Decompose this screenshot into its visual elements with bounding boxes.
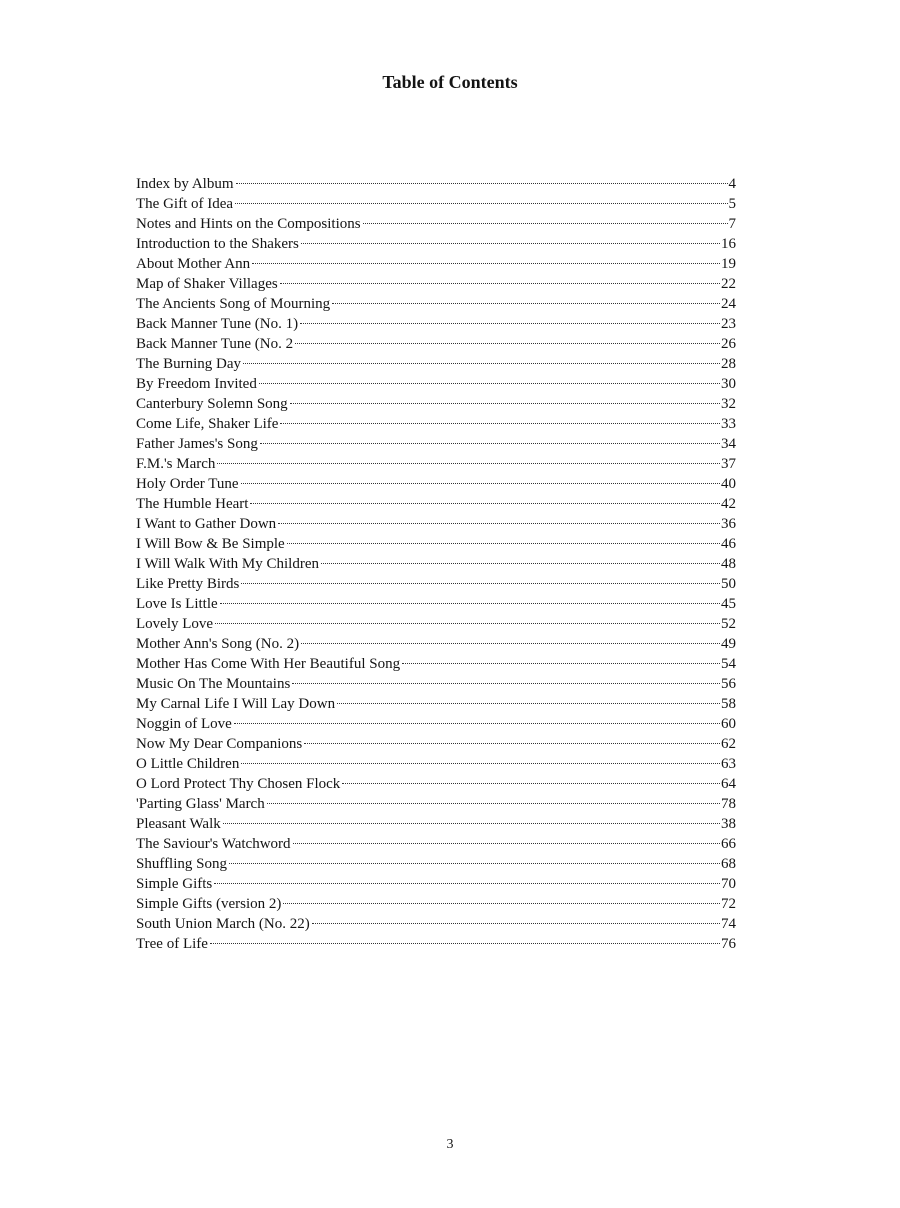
toc-entry-page: 28	[721, 356, 736, 372]
toc-entry	[136, 194, 736, 214]
toc-entry	[136, 934, 736, 954]
page-number: 3	[446, 1137, 454, 1152]
toc-entry	[136, 174, 736, 194]
toc-entry	[136, 214, 736, 234]
toc-entry	[136, 574, 736, 594]
dot-leader	[342, 783, 720, 784]
toc-entry	[136, 654, 736, 674]
toc-entry	[136, 494, 736, 514]
toc-entry-page: 16	[721, 236, 736, 252]
dot-leader	[402, 663, 720, 664]
dot-leader	[215, 623, 720, 624]
toc-entry-title: Pleasant Walk	[136, 816, 221, 832]
toc-entry	[136, 474, 736, 494]
toc-entry	[136, 774, 736, 794]
toc-entry	[136, 234, 736, 254]
toc-entry-page: 64	[721, 776, 736, 792]
toc-entry-title: I Will Bow & Be Simple	[136, 536, 285, 552]
toc-entry	[136, 274, 736, 294]
dot-leader	[332, 303, 720, 304]
toc-entry-title: Like Pretty Birds	[136, 576, 240, 592]
toc-entry	[136, 894, 736, 914]
dot-leader	[321, 563, 720, 564]
toc-entry-title: The Gift of Idea	[136, 196, 234, 212]
toc-entry-title: Come Life, Shaker Life	[136, 416, 279, 432]
toc-entry-page: 54	[721, 656, 736, 672]
dot-leader	[290, 403, 720, 404]
toc-entry	[136, 734, 736, 754]
dot-leader	[241, 483, 720, 484]
dot-leader	[217, 463, 720, 464]
toc-entry-page: 76	[721, 936, 736, 952]
toc-entry-title: Father James's Song	[136, 436, 258, 452]
toc-entry-title: Shuffling Song	[136, 856, 227, 872]
dot-leader	[280, 423, 720, 424]
dot-leader	[241, 763, 720, 764]
toc-entry-title: Mother Ann's Song (No. 2)	[136, 636, 300, 652]
toc-entry-page: 68	[721, 856, 736, 872]
toc-entry-title: South Union March (No. 22)	[136, 916, 310, 932]
toc-entry	[136, 334, 736, 354]
toc-entry-page: 38	[721, 816, 736, 832]
toc-entry-title: My Carnal Life I Will Lay Down	[136, 696, 336, 712]
toc-entry	[136, 534, 736, 554]
dot-leader	[304, 743, 720, 744]
toc-entry-page: 33	[721, 416, 736, 432]
toc-entry	[136, 394, 736, 414]
dot-leader	[259, 383, 720, 384]
toc-entry	[136, 354, 736, 374]
toc-entry	[136, 834, 736, 854]
toc-entry	[136, 754, 736, 774]
toc-entry-title: I Want to Gather Down	[136, 516, 277, 532]
dot-leader	[220, 603, 720, 604]
toc-entry-page: 24	[721, 296, 736, 312]
toc-entry-title: Simple Gifts	[136, 876, 213, 892]
toc-entry-page: 22	[721, 276, 736, 292]
toc-entry-page: 56	[721, 676, 736, 692]
dot-leader	[295, 343, 720, 344]
toc-entry	[136, 554, 736, 574]
toc-entry-page: 66	[721, 836, 736, 852]
toc-entry-page: 60	[721, 716, 736, 732]
toc-entry	[136, 314, 736, 334]
toc-entry-page: 32	[721, 396, 736, 412]
toc-entry-title: By Freedom Invited	[136, 376, 257, 392]
toc-entry-page: 36	[721, 516, 736, 532]
table-of-contents	[136, 174, 736, 954]
toc-entry-page: 5	[728, 196, 736, 212]
toc-entry	[136, 674, 736, 694]
toc-entry-page: 45	[721, 596, 736, 612]
toc-entry-page: 4	[728, 176, 736, 192]
toc-entry-title: The Saviour's Watchword	[136, 836, 291, 852]
toc-entry-title: Mother Has Come With Her Beautiful Song	[136, 656, 401, 672]
toc-entry-title: Map of Shaker Villages	[136, 276, 278, 292]
dot-leader	[363, 223, 728, 224]
dot-leader	[292, 683, 720, 684]
dot-leader	[234, 723, 720, 724]
toc-entry	[136, 814, 736, 834]
dot-leader	[243, 363, 720, 364]
toc-entry-title: O Lord Protect Thy Chosen Flock	[136, 776, 341, 792]
dot-leader	[250, 503, 720, 504]
toc-entry-page: 19	[721, 256, 736, 272]
toc-entry-page: 70	[721, 876, 736, 892]
dot-leader	[293, 843, 720, 844]
toc-entry	[136, 514, 736, 534]
toc-entry-title: F.M.'s March	[136, 456, 216, 472]
dot-leader	[267, 803, 720, 804]
dot-leader	[214, 883, 720, 884]
toc-entry-page: 42	[721, 496, 736, 512]
toc-entry	[136, 794, 736, 814]
toc-entry-title: Index by Album	[136, 176, 234, 192]
toc-entry	[136, 294, 736, 314]
toc-entry	[136, 914, 736, 934]
toc-entry-title: Noggin of Love	[136, 716, 232, 732]
toc-entry-title: Back Manner Tune (No. 2	[136, 336, 294, 352]
toc-entry-page: 37	[721, 456, 736, 472]
toc-entry	[136, 254, 736, 274]
toc-entry-page: 23	[721, 316, 736, 332]
toc-entry-page: 52	[721, 616, 736, 632]
toc-entry-page: 78	[721, 796, 736, 812]
toc-entry-title: I Will Walk With My Children	[136, 556, 319, 572]
toc-entry-page: 58	[721, 696, 736, 712]
toc-entry-page: 34	[721, 436, 736, 452]
toc-entry-title: 'Parting Glass' March	[136, 796, 265, 812]
toc-entry-title: Music On The Mountains	[136, 676, 291, 692]
toc-entry	[136, 434, 736, 454]
toc-entry-title: Lovely Love	[136, 616, 214, 632]
dot-leader	[337, 703, 720, 704]
dot-leader	[300, 323, 720, 324]
toc-entry-title: Canterbury Solemn Song	[136, 396, 288, 412]
toc-entry	[136, 874, 736, 894]
toc-entry	[136, 694, 736, 714]
toc-entry	[136, 714, 736, 734]
toc-entry	[136, 634, 736, 654]
toc-entry	[136, 454, 736, 474]
toc-entry-title: Simple Gifts (version 2)	[136, 896, 282, 912]
toc-entry-page: 40	[721, 476, 736, 492]
toc-entry-page: 46	[721, 536, 736, 552]
toc-entry-title: Now My Dear Companions	[136, 736, 303, 752]
dot-leader	[301, 643, 720, 644]
toc-entry-page: 7	[728, 216, 736, 232]
toc-entry	[136, 594, 736, 614]
dot-leader	[229, 863, 720, 864]
dot-leader	[278, 523, 720, 524]
toc-entry	[136, 374, 736, 394]
dot-leader	[241, 583, 720, 584]
dot-leader	[210, 943, 720, 944]
toc-entry-title: O Little Children	[136, 756, 240, 772]
page-title: Table of Contents	[382, 72, 518, 92]
toc-entry	[136, 414, 736, 434]
toc-entry-page: 26	[721, 336, 736, 352]
toc-entry-page: 48	[721, 556, 736, 572]
dot-leader	[260, 443, 720, 444]
toc-entry-page: 62	[721, 736, 736, 752]
dot-leader	[280, 283, 720, 284]
toc-entry-title: Notes and Hints on the Compositions	[136, 216, 361, 232]
toc-entry-page: 30	[721, 376, 736, 392]
toc-entry-title: Introduction to the Shakers	[136, 236, 299, 252]
toc-entry-title: Holy Order Tune	[136, 476, 239, 492]
toc-entry-title: Back Manner Tune (No. 1)	[136, 316, 299, 332]
dot-leader	[236, 183, 728, 184]
toc-entry-title: The Ancients Song of Mourning	[136, 296, 331, 312]
dot-leader	[301, 243, 720, 244]
dot-leader	[235, 203, 727, 204]
toc-entry-page: 49	[721, 636, 736, 652]
dot-leader	[252, 263, 720, 264]
dot-leader	[283, 903, 720, 904]
toc-entry-title: Love Is Little	[136, 596, 218, 612]
toc-entry-page: 72	[721, 896, 736, 912]
dot-leader	[223, 823, 720, 824]
toc-entry-page: 50	[721, 576, 736, 592]
toc-entry-title: The Burning Day	[136, 356, 241, 372]
toc-entry	[136, 854, 736, 874]
toc-entry-title: The Humble Heart	[136, 496, 249, 512]
toc-entry-title: About Mother Ann	[136, 256, 251, 272]
toc-entry-title: Tree of Life	[136, 936, 208, 952]
toc-entry-page: 63	[721, 756, 736, 772]
toc-entry-page: 74	[721, 916, 736, 932]
dot-leader	[287, 543, 720, 544]
toc-entry	[136, 614, 736, 634]
dot-leader	[312, 923, 720, 924]
